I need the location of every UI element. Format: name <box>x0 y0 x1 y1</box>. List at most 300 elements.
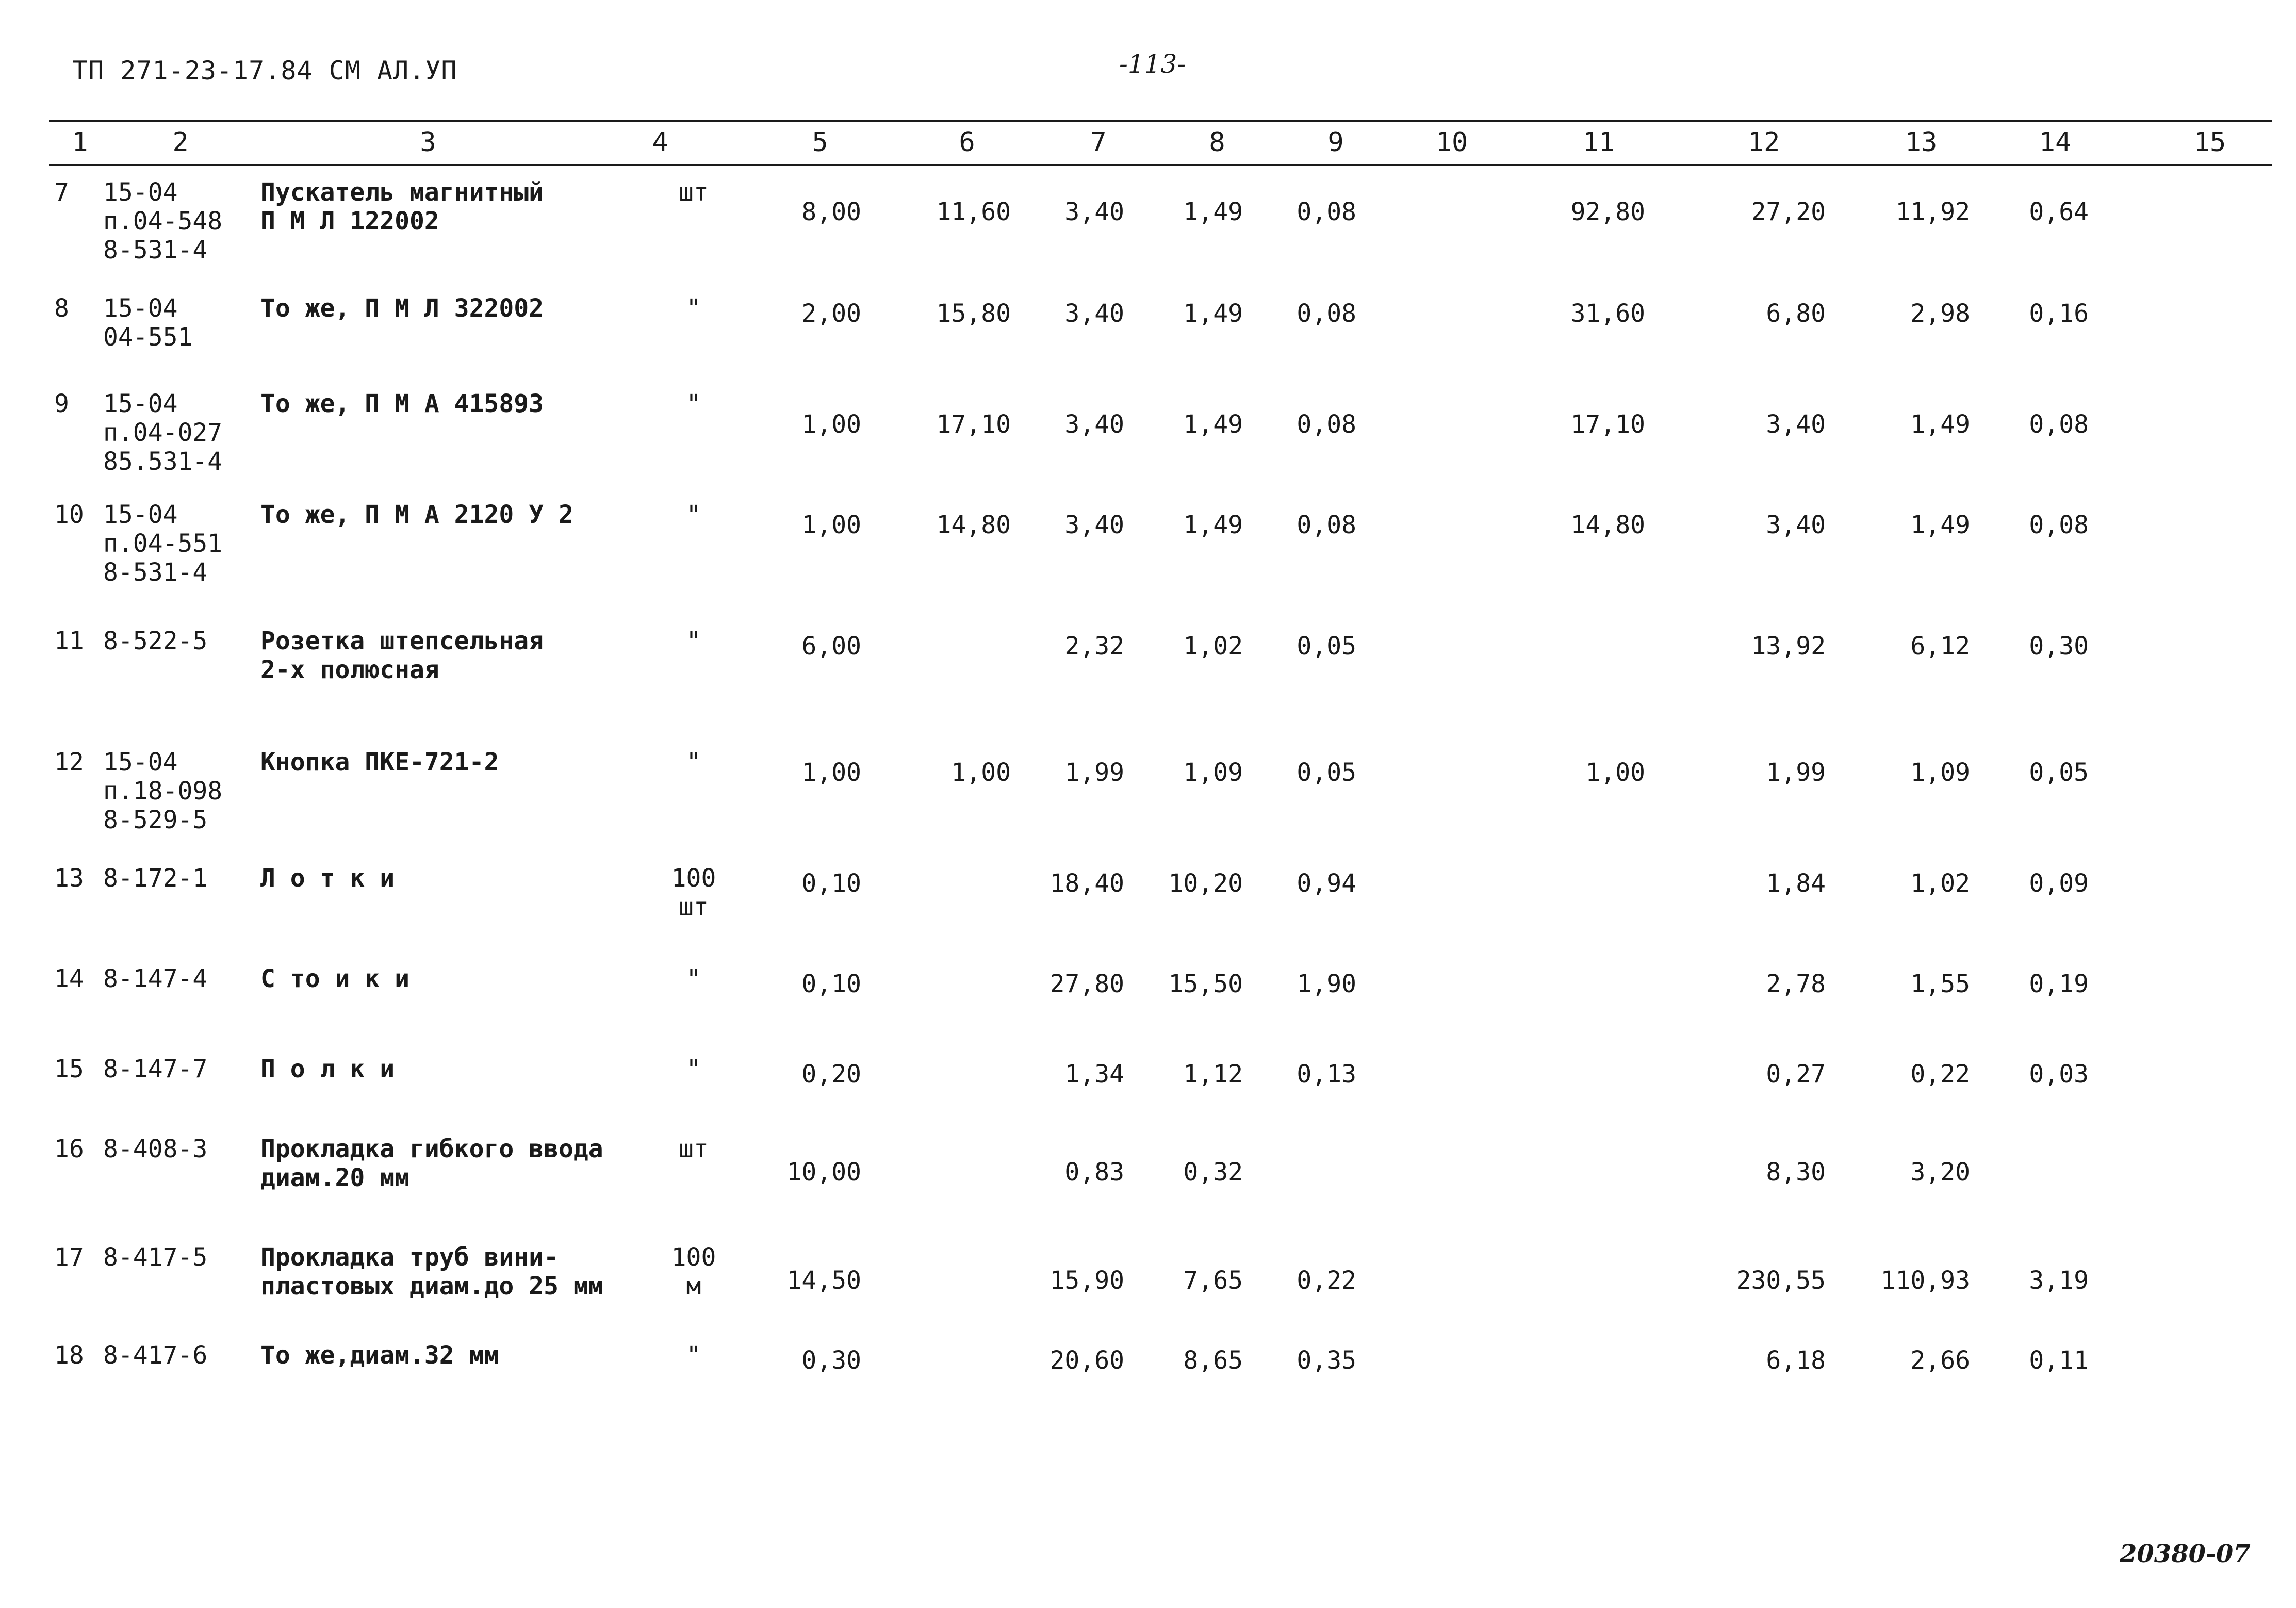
row-number <box>54 864 90 893</box>
value-c7-line: 18,40 <box>1049 869 1124 898</box>
norm-code <box>103 1135 207 1163</box>
row-number <box>54 1243 90 1272</box>
value-c11 <box>1532 511 1645 539</box>
value-c6 <box>897 758 1011 787</box>
value-c8-line: 1,49 <box>1183 410 1243 439</box>
norm-code <box>103 1055 207 1084</box>
value-c5 <box>748 1060 861 1089</box>
value-c8-line: 1,12 <box>1183 1060 1243 1089</box>
column-number: 1 <box>72 127 88 158</box>
value-c12 <box>1712 970 1826 998</box>
value-c12-line: 8,30 <box>1766 1158 1826 1187</box>
value-c13 <box>1857 1266 1970 1295</box>
value-c8-line: 10,20 <box>1168 869 1243 898</box>
value-c12-line: 3,40 <box>1766 410 1826 439</box>
norm-code-line: 8-172-1 <box>103 864 208 893</box>
value-c7 <box>1011 970 1124 998</box>
row-number-line: 11 <box>54 627 84 655</box>
row-number-line: 8 <box>54 294 69 323</box>
unit-line: шт <box>679 1135 709 1163</box>
row-number <box>54 748 90 777</box>
unit <box>650 627 737 655</box>
value-c14 <box>1975 1266 2089 1295</box>
norm-code <box>103 500 222 587</box>
value-c9 <box>1243 410 1356 439</box>
value-c6-line: 14,80 <box>936 511 1011 539</box>
value-c12-line: 6,18 <box>1766 1346 1826 1375</box>
unit-line: " <box>686 1055 701 1084</box>
value-c6 <box>897 410 1011 439</box>
value-c13 <box>1857 299 1970 328</box>
value-c6-line: 17,10 <box>936 410 1011 439</box>
value-c12-line: 1,84 <box>1766 869 1826 898</box>
norm-code <box>103 964 207 993</box>
value-c8 <box>1129 869 1243 898</box>
value-c12 <box>1712 198 1826 226</box>
value-c9-line: 0,35 <box>1297 1346 1356 1375</box>
value-c7-line: 1,99 <box>1064 758 1124 787</box>
value-c14-line: 0,08 <box>2029 410 2089 439</box>
value-c11-line: 17,10 <box>1570 410 1645 439</box>
value-c14-line: 0,19 <box>2029 970 2089 998</box>
item-name <box>260 1341 499 1370</box>
item-name <box>260 389 544 418</box>
row-number-line: 13 <box>54 864 84 893</box>
norm-code <box>103 864 207 893</box>
norm-code <box>103 748 222 834</box>
value-c7-line: 3,40 <box>1064 299 1124 328</box>
value-c8 <box>1129 1346 1243 1375</box>
value-c5-line: 1,00 <box>801 511 861 539</box>
norm-code-line: 8-147-4 <box>103 964 208 993</box>
norm-code <box>103 1341 207 1370</box>
value-c8 <box>1129 410 1243 439</box>
value-c11-line: 92,80 <box>1570 198 1645 226</box>
unit-line: " <box>686 748 701 777</box>
value-c14 <box>1975 970 2089 998</box>
value-c13 <box>1857 758 1970 787</box>
value-c5 <box>748 1158 861 1187</box>
value-c11 <box>1532 299 1645 328</box>
value-c6 <box>897 198 1011 226</box>
value-c5-line: 2,00 <box>801 299 861 328</box>
value-c12-line: 6,80 <box>1766 299 1826 328</box>
value-c9-line: 0,08 <box>1297 198 1356 226</box>
value-c14 <box>1975 410 2089 439</box>
value-c8-line: 1,49 <box>1183 198 1243 226</box>
value-c8-line: 7,65 <box>1183 1266 1243 1295</box>
value-c6 <box>897 511 1011 539</box>
value-c11-line: 1,00 <box>1585 758 1645 787</box>
item-name-line: То же, П М А 2120 У 2 <box>260 500 573 529</box>
value-c7-line: 20,60 <box>1049 1346 1124 1375</box>
value-c7 <box>1011 1346 1124 1375</box>
value-c13 <box>1857 1060 1970 1089</box>
unit <box>650 864 737 922</box>
value-c8-line: 1,02 <box>1183 632 1243 661</box>
value-c7-line: 3,40 <box>1064 410 1124 439</box>
value-c13-line: 2,98 <box>1910 299 1970 328</box>
value-c5-line: 6,00 <box>801 632 861 661</box>
column-number: 14 <box>2039 127 2072 158</box>
value-c9-line: 0,05 <box>1297 758 1356 787</box>
norm-code <box>103 389 222 476</box>
value-c13-line: 11,92 <box>1895 198 1970 226</box>
norm-code-line: п.04-551 <box>103 529 223 558</box>
item-name-line: пластовых диам.до 25 мм <box>260 1272 603 1301</box>
value-c9 <box>1243 198 1356 226</box>
value-c14-line: 0,11 <box>2029 1346 2089 1375</box>
value-c9 <box>1243 758 1356 787</box>
value-c13-line: 1,49 <box>1910 511 1970 539</box>
unit <box>650 294 737 323</box>
value-c13 <box>1857 410 1970 439</box>
value-c7 <box>1011 1060 1124 1089</box>
item-name-line: П М Л 122002 <box>260 207 439 236</box>
norm-code <box>103 1243 207 1272</box>
item-name <box>260 178 544 236</box>
value-c7 <box>1011 410 1124 439</box>
item-name-line: С то и к и <box>260 964 409 993</box>
item-name <box>260 1135 603 1192</box>
value-c13 <box>1857 869 1970 898</box>
unit <box>650 178 737 207</box>
unit-line: " <box>686 294 701 323</box>
item-name-line: То же, П М Л 322002 <box>260 294 544 323</box>
value-c8 <box>1129 632 1243 661</box>
value-c6 <box>897 299 1011 328</box>
value-c13-line: 0,22 <box>1910 1060 1970 1089</box>
value-c9 <box>1243 632 1356 661</box>
value-c7-line: 27,80 <box>1049 970 1124 998</box>
document-code: ТП 271-23-17.84 СМ АЛ.УП <box>72 56 457 86</box>
item-name-line: Розетка штепсельная <box>260 627 544 655</box>
unit <box>650 389 737 418</box>
value-c13 <box>1857 632 1970 661</box>
value-c14-line: 0,08 <box>2029 511 2089 539</box>
value-c13 <box>1857 511 1970 539</box>
value-c9 <box>1243 1060 1356 1089</box>
value-c9-line: 0,05 <box>1297 632 1356 661</box>
unit-line: " <box>686 627 701 655</box>
item-name-line: Кнопка ПКЕ-721-2 <box>260 748 499 777</box>
value-c9-line: 0,94 <box>1297 869 1356 898</box>
value-c5 <box>748 1346 861 1375</box>
value-c7 <box>1011 1158 1124 1187</box>
value-c6-line: 11,60 <box>936 198 1011 226</box>
unit-line: 100 <box>671 864 716 893</box>
value-c9 <box>1243 869 1356 898</box>
value-c13-line: 110,93 <box>1880 1266 1970 1295</box>
value-c12 <box>1712 511 1826 539</box>
value-c5 <box>748 410 861 439</box>
item-name-line: Пускатель магнитный <box>260 178 544 207</box>
header-rule-bottom <box>49 164 2272 166</box>
value-c8 <box>1129 1060 1243 1089</box>
norm-code-line: 8-529-5 <box>103 806 208 834</box>
norm-code-line: п.18-098 <box>103 777 223 806</box>
norm-code-line: 15-04 <box>103 294 178 323</box>
row-number-line: 9 <box>54 389 69 418</box>
unit <box>650 1341 737 1370</box>
norm-code-line: п.04-548 <box>103 207 223 236</box>
norm-code-line: 8-417-5 <box>103 1243 208 1272</box>
value-c7 <box>1011 632 1124 661</box>
value-c7-line: 2,32 <box>1064 632 1124 661</box>
value-c7 <box>1011 299 1124 328</box>
item-name <box>260 748 499 777</box>
unit-line: шт <box>679 178 709 207</box>
item-name-line: Л о т к и <box>260 864 395 893</box>
unit <box>650 1135 737 1163</box>
norm-code-line: 8-417-6 <box>103 1341 208 1370</box>
value-c5-line: 0,10 <box>801 869 861 898</box>
value-c5 <box>748 758 861 787</box>
value-c13 <box>1857 1158 1970 1187</box>
value-c8-line: 1,49 <box>1183 511 1243 539</box>
value-c13-line: 1,09 <box>1910 758 1970 787</box>
norm-code-line: 8-531-4 <box>103 236 208 265</box>
unit <box>650 1243 737 1301</box>
value-c5 <box>748 632 861 661</box>
value-c7 <box>1011 869 1124 898</box>
value-c5-line: 1,00 <box>801 410 861 439</box>
value-c11-line: 14,80 <box>1570 511 1645 539</box>
item-name-line: Прокладка гибкого ввода <box>260 1135 603 1163</box>
value-c5 <box>748 511 861 539</box>
row-number-line: 16 <box>54 1135 84 1163</box>
value-c13 <box>1857 1346 1970 1375</box>
item-name <box>260 627 544 684</box>
value-c13-line: 1,55 <box>1910 970 1970 998</box>
unit-line: 100 <box>671 1243 716 1272</box>
value-c13-line: 3,20 <box>1910 1158 1970 1187</box>
value-c14-line: 0,09 <box>2029 869 2089 898</box>
norm-code-line: 15-04 <box>103 748 178 777</box>
row-number <box>54 389 90 418</box>
norm-code-line: 15-04 <box>103 389 178 418</box>
value-c8-line: 0,32 <box>1183 1158 1243 1187</box>
norm-code-line: п.04-027 <box>103 418 223 447</box>
value-c13-line: 6,12 <box>1910 632 1970 661</box>
unit <box>650 964 737 993</box>
norm-code <box>103 627 207 655</box>
value-c14 <box>1975 1060 2089 1089</box>
norm-code <box>103 178 222 265</box>
value-c14 <box>1975 1346 2089 1375</box>
row-number-line: 14 <box>54 964 84 993</box>
item-name <box>260 294 544 323</box>
value-c11 <box>1532 410 1645 439</box>
value-c11-line: 31,60 <box>1570 299 1645 328</box>
value-c12-line: 13,92 <box>1751 632 1826 661</box>
unit <box>650 1055 737 1084</box>
unit-line: " <box>686 500 701 529</box>
value-c8-line: 8,65 <box>1183 1346 1243 1375</box>
value-c7-line: 15,90 <box>1049 1266 1124 1295</box>
norm-code-line: 15-04 <box>103 500 178 529</box>
value-c13 <box>1857 198 1970 226</box>
value-c7-line: 1,34 <box>1064 1060 1124 1089</box>
value-c9 <box>1243 1266 1356 1295</box>
value-c5-line: 14,50 <box>786 1266 861 1295</box>
value-c12 <box>1712 410 1826 439</box>
value-c9-line: 0,13 <box>1297 1060 1356 1089</box>
unit <box>650 748 737 777</box>
norm-code-line: 04-551 <box>103 323 193 352</box>
item-name-line: П о л к и <box>260 1055 395 1084</box>
value-c7-line: 3,40 <box>1064 198 1124 226</box>
value-c12 <box>1712 1060 1826 1089</box>
value-c8 <box>1129 198 1243 226</box>
item-name <box>260 500 573 529</box>
value-c5-line: 1,00 <box>801 758 861 787</box>
column-number: 12 <box>1747 127 1780 158</box>
value-c13-line: 1,49 <box>1910 410 1970 439</box>
value-c9-line: 0,08 <box>1297 410 1356 439</box>
unit-line: м <box>686 1272 701 1301</box>
item-name-line: То же, П М А 415893 <box>260 389 544 418</box>
row-number-line: 17 <box>54 1243 84 1272</box>
row-number <box>54 1341 90 1370</box>
value-c12 <box>1712 869 1826 898</box>
value-c9-line: 0,22 <box>1297 1266 1356 1295</box>
value-c12-line: 1,99 <box>1766 758 1826 787</box>
value-c5-line: 0,30 <box>801 1346 861 1375</box>
value-c8 <box>1129 970 1243 998</box>
value-c6-line: 15,80 <box>936 299 1011 328</box>
value-c8 <box>1129 511 1243 539</box>
value-c12 <box>1712 299 1826 328</box>
norm-code-line: 8-147-7 <box>103 1055 208 1084</box>
value-c8-line: 1,09 <box>1183 758 1243 787</box>
value-c13-line: 2,66 <box>1910 1346 1970 1375</box>
row-number <box>54 627 90 655</box>
value-c14-line: 0,30 <box>2029 632 2089 661</box>
value-c8 <box>1129 299 1243 328</box>
norm-code <box>103 294 192 352</box>
value-c14 <box>1975 632 2089 661</box>
row-number-line: 12 <box>54 748 84 777</box>
value-c14-line: 0,64 <box>2029 198 2089 226</box>
value-c5 <box>748 970 861 998</box>
item-name-line: 2-х полюсная <box>260 655 439 684</box>
column-number: 13 <box>1905 127 1938 158</box>
value-c12 <box>1712 1346 1826 1375</box>
value-c8 <box>1129 1158 1243 1187</box>
column-number: 3 <box>420 127 436 158</box>
column-number: 7 <box>1090 127 1107 158</box>
column-number: 11 <box>1582 127 1615 158</box>
value-c14 <box>1975 869 2089 898</box>
item-name <box>260 1055 395 1084</box>
value-c8 <box>1129 1266 1243 1295</box>
value-c14-line: 0,03 <box>2029 1060 2089 1089</box>
column-number: 2 <box>172 127 189 158</box>
inventory-stamp: 20380-07 <box>2120 1539 2251 1568</box>
page-number: -113- <box>1119 49 1186 79</box>
value-c5 <box>748 299 861 328</box>
unit-line: шт <box>679 893 709 922</box>
value-c14-line: 0,16 <box>2029 299 2089 328</box>
norm-code-line: 8-408-3 <box>103 1135 208 1163</box>
row-number <box>54 500 90 529</box>
value-c11 <box>1532 198 1645 226</box>
value-c5 <box>748 869 861 898</box>
value-c14 <box>1975 511 2089 539</box>
item-name-line: То же,диам.32 мм <box>260 1341 499 1370</box>
value-c5 <box>748 1266 861 1295</box>
row-number <box>54 294 90 323</box>
value-c12-line: 3,40 <box>1766 511 1826 539</box>
row-number <box>54 1135 90 1163</box>
item-name <box>260 1243 603 1301</box>
value-c9-line: 0,08 <box>1297 511 1356 539</box>
unit-line: " <box>686 389 701 418</box>
value-c5 <box>748 198 861 226</box>
value-c9 <box>1243 511 1356 539</box>
value-c5-line: 0,10 <box>801 970 861 998</box>
row-number <box>54 178 90 207</box>
value-c12-line: 27,20 <box>1751 198 1826 226</box>
norm-code-line: 85.531-4 <box>103 447 223 476</box>
value-c7 <box>1011 1266 1124 1295</box>
value-c12 <box>1712 632 1826 661</box>
norm-code-line: 15-04 <box>103 178 178 207</box>
column-number: 9 <box>1327 127 1344 158</box>
unit-line: " <box>686 964 701 993</box>
item-name <box>260 964 409 993</box>
value-c9 <box>1243 299 1356 328</box>
value-c7-line: 3,40 <box>1064 511 1124 539</box>
row-number-line: 18 <box>54 1341 84 1370</box>
value-c11 <box>1532 758 1645 787</box>
unit-line: " <box>686 1341 701 1370</box>
value-c14 <box>1975 198 2089 226</box>
column-number: 5 <box>812 127 828 158</box>
value-c12 <box>1712 1158 1826 1187</box>
value-c5-line: 8,00 <box>801 198 861 226</box>
value-c12 <box>1712 1266 1826 1295</box>
column-number: 15 <box>2193 127 2226 158</box>
item-name <box>260 864 395 893</box>
row-number-line: 7 <box>54 178 69 207</box>
value-c9 <box>1243 1346 1356 1375</box>
value-c9-line: 0,08 <box>1297 299 1356 328</box>
value-c12 <box>1712 758 1826 787</box>
value-c8-line: 1,49 <box>1183 299 1243 328</box>
value-c13-line: 1,02 <box>1910 869 1970 898</box>
value-c14 <box>1975 299 2089 328</box>
item-name-line: Прокладка труб вини- <box>260 1243 559 1272</box>
value-c12-line: 2,78 <box>1766 970 1826 998</box>
norm-code-line: 8-531-4 <box>103 558 208 587</box>
header-rule-top <box>49 120 2272 122</box>
value-c7 <box>1011 758 1124 787</box>
row-number <box>54 964 90 993</box>
value-c13 <box>1857 970 1970 998</box>
value-c8-line: 15,50 <box>1168 970 1243 998</box>
value-c6-line: 1,00 <box>951 758 1011 787</box>
value-c9-line: 1,90 <box>1297 970 1356 998</box>
value-c14 <box>1975 758 2089 787</box>
column-number: 4 <box>652 127 668 158</box>
value-c7-line: 0,83 <box>1064 1158 1124 1187</box>
value-c14-line: 0,05 <box>2029 758 2089 787</box>
row-number-line: 10 <box>54 500 84 529</box>
value-c8 <box>1129 758 1243 787</box>
value-c14-line: 3,19 <box>2029 1266 2089 1295</box>
